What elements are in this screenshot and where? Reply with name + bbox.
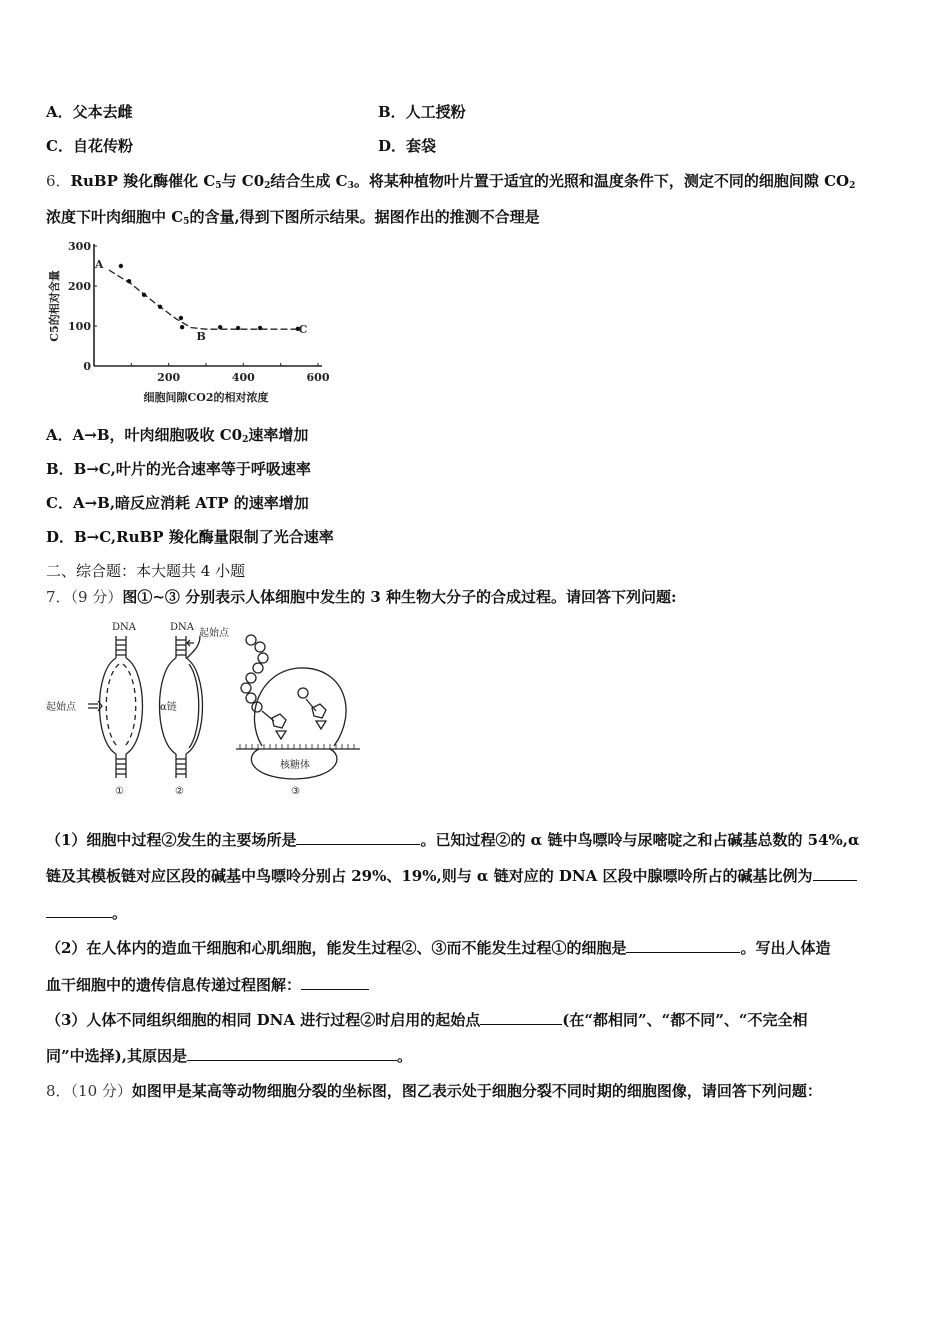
section-heading: 二、综合题：本大题共 4 小题 bbox=[46, 562, 246, 580]
dna-replication-diagram bbox=[88, 636, 143, 778]
answer-blank[interactable] bbox=[626, 938, 740, 953]
q6-text: RuBP 羧化酶催化 C bbox=[70, 172, 216, 190]
origin-label: 起始点 bbox=[46, 702, 76, 713]
y-tick-label: 0 bbox=[83, 360, 91, 373]
data-point bbox=[218, 325, 222, 329]
q5-option-b: B．人工授粉 bbox=[378, 103, 466, 121]
q7-sub1-line1: （1）细胞中过程②发生的主要场所是 。已知过程②的 α 链中鸟嘌呤与尿嘧啶之和占碱基总数的 54%,α bbox=[46, 831, 860, 849]
point-label: B bbox=[196, 330, 206, 343]
q6-text: 与 C0 bbox=[221, 172, 265, 190]
q7-sub1-line2: 链及其模板链对应区段的碱基中鸟嘌呤分别占 29%、19%,则与 α 链对应的 DNA 区段中腺嘌呤所占的碱基比例为 bbox=[46, 866, 857, 886]
q7-text: 图①~③ 分别表示人体细胞中发生的 3 种生物大分子的合成过程。请回答下列问题: bbox=[122, 588, 677, 606]
q6-stem-line2 bbox=[46, 207, 540, 227]
q6-text: 结合生成 C bbox=[270, 172, 348, 190]
panel-number: ① bbox=[115, 786, 124, 797]
answer-blank[interactable] bbox=[296, 830, 420, 845]
q5-option-d: D．套袋 bbox=[378, 137, 437, 155]
q8-stem bbox=[46, 1081, 822, 1101]
x-axis-label: 细胞间隙CO2的相对浓度 bbox=[143, 391, 269, 404]
q7-stem bbox=[46, 587, 677, 607]
dna-label: DNA bbox=[112, 622, 136, 633]
data-point bbox=[258, 326, 262, 330]
q5-option-a: A．父本去雌 bbox=[46, 103, 133, 121]
q7-score: （9 分） bbox=[70, 588, 123, 606]
q6-stem-line1 bbox=[46, 171, 855, 191]
q5-option-c: C．自花传粉 bbox=[46, 137, 133, 155]
ribosome-label: 核糖体 bbox=[280, 760, 310, 771]
panel-number: ③ bbox=[291, 786, 300, 797]
subscript: 5 bbox=[215, 181, 222, 191]
y-axis-label: C5的相对含量 bbox=[48, 270, 61, 342]
point-label: A bbox=[94, 258, 104, 271]
origin-label: 起始点 bbox=[199, 628, 229, 639]
q7-number: 7． bbox=[46, 588, 71, 606]
data-point bbox=[180, 325, 184, 329]
q7-sub2-line2: 血干细胞中的遗传信息传递过程图解： bbox=[46, 975, 369, 995]
q7-sub1-line3: 。 bbox=[46, 903, 127, 923]
q8-text: 如图甲是某高等动物细胞分裂的坐标图，图乙表示处于细胞分裂不同时期的细胞图像，请回答下列问题： bbox=[131, 1082, 822, 1100]
answer-blank[interactable] bbox=[187, 1046, 397, 1061]
q7-sub2-line1: （2）在人体内的造血干细胞和心肌细胞，能发生过程②、③而不能发生过程①的细胞是 。写出人体造 bbox=[46, 939, 831, 957]
q6-number: 6． bbox=[46, 172, 71, 190]
alpha-chain-label: α链 bbox=[160, 702, 177, 713]
c5-content-chart bbox=[44, 238, 344, 413]
q6-text: 浓度下叶肉细胞中 C bbox=[46, 208, 184, 226]
dna-label: DNA bbox=[170, 622, 194, 633]
subscript: 2 bbox=[264, 181, 271, 191]
y-tick-label: 300 bbox=[68, 240, 91, 253]
q6-option-a: A．A→B，叶肉细胞吸收 $C0_2$速率增加 bbox=[46, 426, 309, 445]
x-tick-label: 200 bbox=[157, 371, 181, 384]
q6-text: 。将某种植物叶片置于适宜的光照和温度条件下，测定不同的细胞间隙 CO bbox=[353, 172, 850, 190]
answer-blank[interactable] bbox=[480, 1010, 562, 1025]
data-point bbox=[179, 316, 183, 320]
transcription-translation-figure bbox=[44, 616, 374, 804]
panel-number: ② bbox=[175, 786, 184, 797]
q6-option-c: C．A→B,暗反应消耗 ATP 的速率增加 bbox=[46, 494, 309, 512]
q8-score: （10 分） bbox=[70, 1082, 132, 1100]
y-tick-label: 200 bbox=[68, 280, 91, 293]
subscript: 3 bbox=[347, 181, 354, 191]
answer-blank[interactable] bbox=[813, 866, 857, 881]
q8-number: 8． bbox=[46, 1082, 71, 1100]
q6-option-d: D．B→C,RuBP 羧化酶量限制了光合速率 bbox=[46, 528, 334, 546]
data-point bbox=[158, 305, 162, 309]
data-point bbox=[142, 293, 146, 297]
fit-curve bbox=[109, 270, 298, 329]
y-tick-label: 100 bbox=[68, 320, 91, 333]
q6-option-b: B．B→C,叶片的光合速率等于呼吸速率 bbox=[46, 460, 311, 478]
q7-sub3-line2: 同”中选择),其原因是 。 bbox=[46, 1047, 412, 1065]
x-tick-label: 400 bbox=[231, 371, 255, 384]
chart-canvas bbox=[44, 238, 344, 413]
point-label: C bbox=[298, 323, 308, 337]
subscript: 5 bbox=[183, 217, 190, 227]
data-point bbox=[119, 264, 123, 268]
answer-blank[interactable] bbox=[46, 903, 112, 918]
q7-sub3-line1: （3）人体不同组织细胞的相同 DNA 进行过程②时启用的起始点 (在“都相同”、“都不同”、“不完全相 bbox=[46, 1011, 808, 1029]
subscript: 2 bbox=[849, 181, 856, 191]
x-tick-label: 600 bbox=[306, 371, 330, 384]
data-point bbox=[127, 279, 131, 283]
q6-text: 的含量,得到下图所示结果。据图作出的推测不合理是 bbox=[189, 208, 540, 226]
data-point bbox=[236, 326, 240, 330]
translation-diagram bbox=[236, 635, 360, 779]
answer-blank[interactable] bbox=[301, 975, 369, 990]
